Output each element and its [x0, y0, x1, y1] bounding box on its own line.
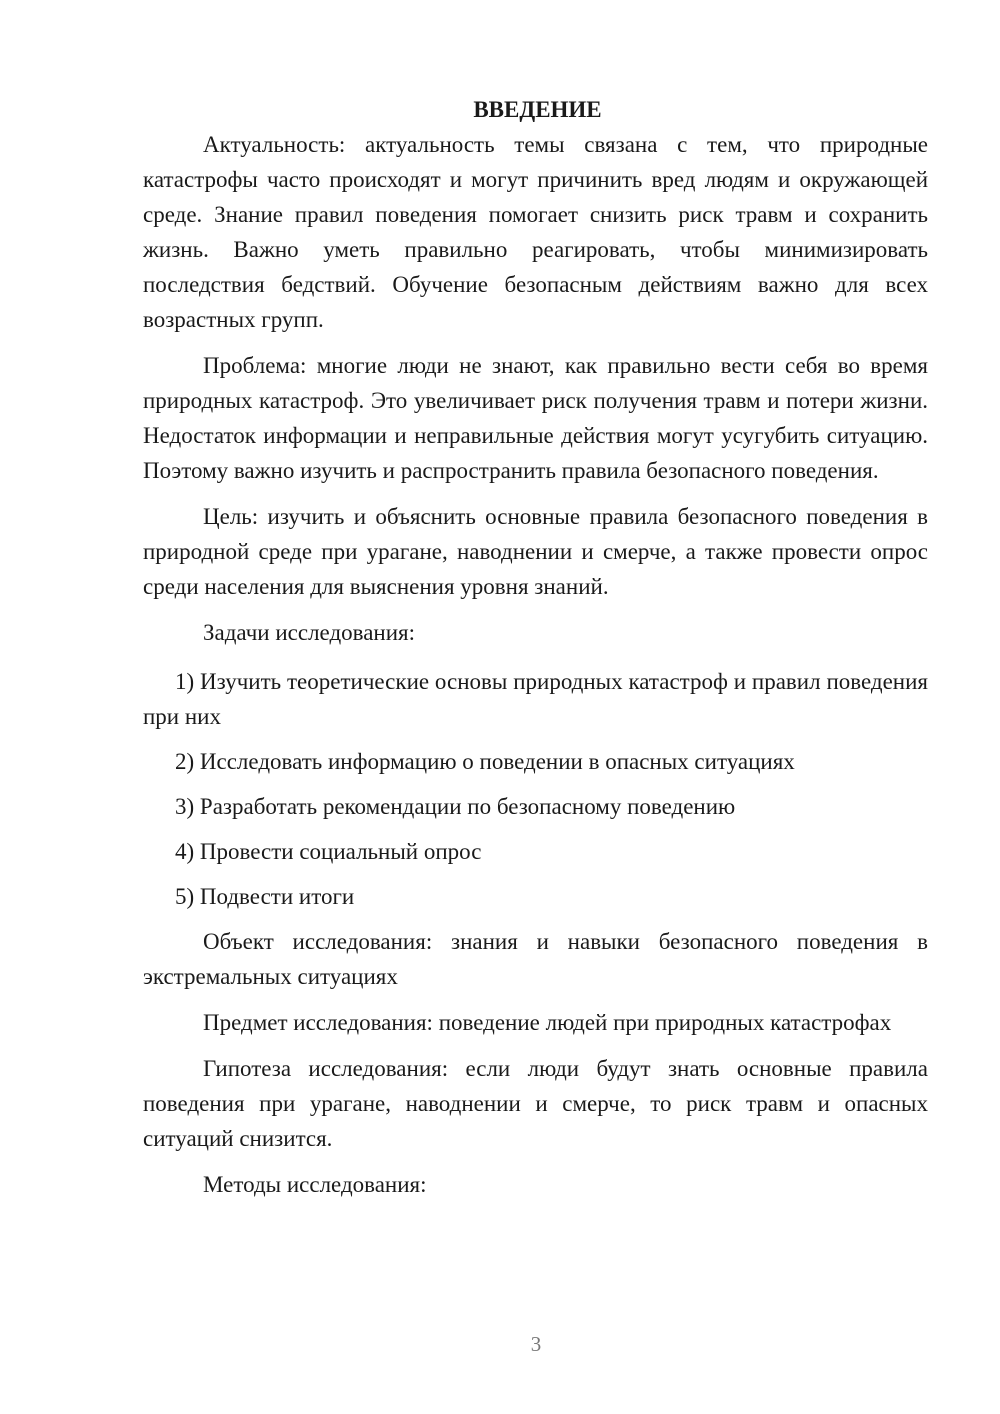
relevance-paragraph: Актуальность: актуальность темы связана с тем, что природные катастрофы часто происходят и могут причинить вред людям и окружающей среде. Знание правил поведения помогает снизить риск травм и сохранить жизнь. Важно уметь правильно реагировать, чтобы минимизировать последствия бедствий. Обучение безопасным действиям важно для всех возрастных групп. — [143, 132, 928, 332]
object-paragraph: Объект исследования: знания и навыки безопасного поведения в экстремальных ситуациях — [143, 929, 928, 989]
document-page — [143, 92, 928, 1213]
hypothesis-paragraph: Гипотеза исследования: если люди будут знать основные правила поведения при урагане, наводнении и смерче, то риск травм и опасных ситуаций снизится. — [143, 1056, 928, 1151]
task-item-4: 4) Провести социальный опрос — [175, 839, 482, 864]
task-item-3: 3) Разработать рекомендации по безопасному поведению — [175, 794, 736, 819]
goal-paragraph: Цель: изучить и объяснить основные правила безопасного поведения в природной среде при урагане, наводнении и смерче, а также провести опрос среди населения для выяснения уровня знаний. — [143, 504, 928, 599]
task-item-5: 5) Подвести итоги — [175, 884, 355, 909]
tasks-heading: Задачи исследования: — [203, 620, 416, 645]
page-title: ВВЕДЕНИЕ — [473, 97, 602, 122]
task-item-1: 1) Изучить теоретические основы природных катастроф и правил поведения при них — [143, 669, 928, 729]
page-number: 3 — [530, 1332, 542, 1356]
tasks-list — [143, 664, 928, 914]
subject-paragraph: Предмет исследования: поведение людей при природных катастрофах — [203, 1010, 892, 1035]
methods-heading: Методы исследования: — [203, 1172, 427, 1197]
task-item-2: 2) Исследовать информацию о поведении в опасных ситуациях — [175, 749, 795, 774]
problem-paragraph: Проблема: многие люди не знают, как правильно вести себя во время природных катастроф. Это увеличивает риск получения травм и потери жизни. Недостаток информации и неправильные действия могут усугубить ситуацию. Поэтому важно изучить и распространить правила безопасного поведения. — [143, 353, 928, 483]
